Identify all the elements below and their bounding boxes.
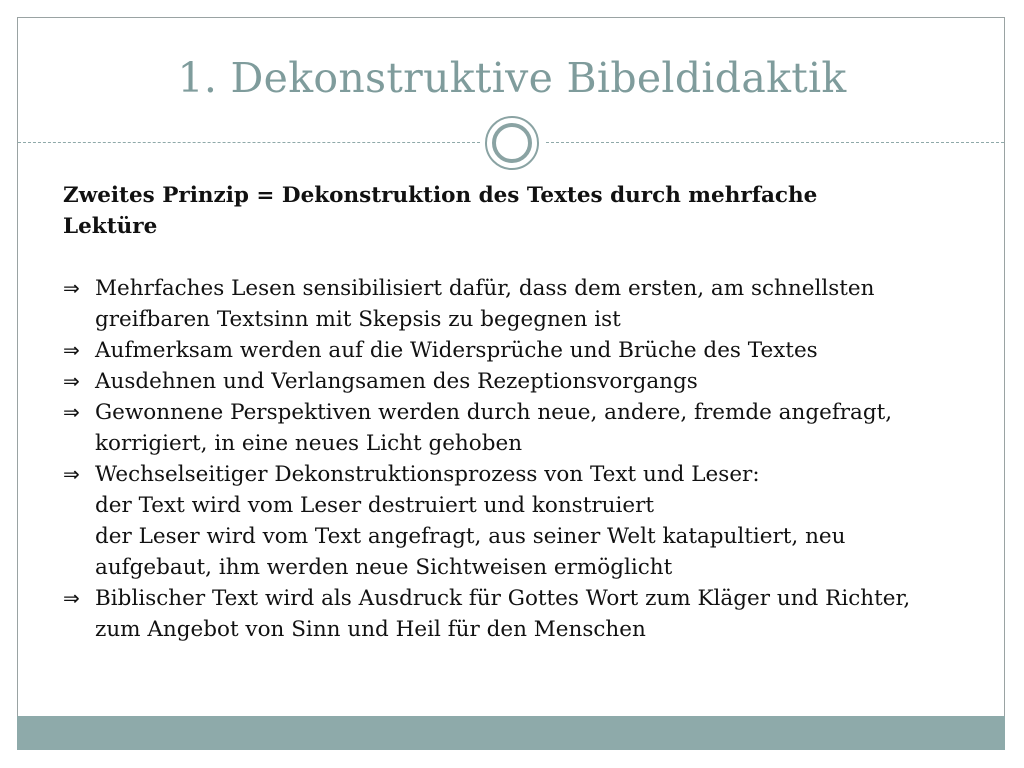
bullet-line: aufgebaut, ihm werden neue Sichtweisen ermöglicht (95, 555, 673, 580)
bullet-item (63, 273, 963, 335)
double-ring-ornament-icon (485, 116, 539, 170)
bullet-item (63, 335, 963, 366)
implies-arrow-icon: ⇒ (63, 369, 80, 393)
bullet-line: Ausdehnen und Verlangsamen des Rezeptionsvorgangs (95, 369, 698, 394)
bullet-item (63, 459, 963, 583)
section-heading (63, 180, 903, 242)
bullet-line: der Leser wird vom Text angefragt, aus seiner Welt katapultiert, neu (95, 524, 846, 549)
implies-arrow-icon: ⇒ (63, 462, 80, 486)
title-divider-right (546, 142, 1004, 143)
bullet-line: zum Angebot von Sinn und Heil für den Menschen (95, 617, 646, 642)
bullet-line: Mehrfaches Lesen sensibilisiert dafür, dass dem ersten, am schnellsten (95, 276, 875, 301)
bullet-line: Biblischer Text wird als Ausdruck für Gottes Wort zum Kläger und Richter, (95, 586, 911, 611)
implies-arrow-icon: ⇒ (63, 586, 80, 610)
bullet-line: Wechselseitiger Dekonstruktionsprozess von Text und Leser: (95, 462, 760, 487)
bullet-item (63, 397, 963, 459)
slide-body (63, 180, 963, 645)
bullet-line: greifbaren Textsinn mit Skepsis zu begegnen ist (95, 307, 621, 332)
bullet-line: korrigiert, in eine neues Licht gehoben (95, 431, 523, 456)
slide-title: 1. Dekonstruktive Bibeldidaktik (177, 54, 847, 102)
heading-line: Zweites Prinzip = Dekonstruktion des Textes durch mehrfache (63, 183, 818, 208)
implies-arrow-icon: ⇒ (63, 400, 80, 424)
bullet-line: Aufmerksam werden auf die Widersprüche und Brüche des Textes (95, 338, 818, 363)
bullet-item (63, 583, 963, 645)
title-divider-left (18, 142, 480, 143)
implies-arrow-icon: ⇒ (63, 338, 80, 362)
bullet-list (63, 273, 963, 645)
bullet-line: Gewonnene Perspektiven werden durch neue, andere, fremde angefragt, (95, 400, 893, 425)
implies-arrow-icon: ⇒ (63, 276, 80, 300)
bullet-item (63, 366, 963, 397)
heading-line: Lektüre (63, 214, 158, 239)
bullet-line: der Text wird vom Leser destruiert und konstruiert (95, 493, 654, 518)
footer-accent-bar (17, 716, 1005, 750)
